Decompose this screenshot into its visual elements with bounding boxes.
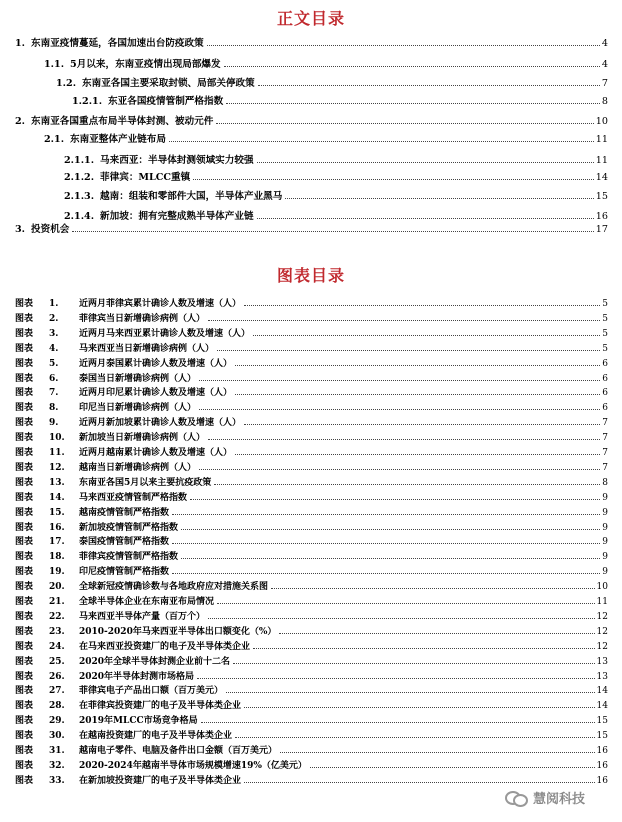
toc-title: 正文目录: [276, 9, 345, 28]
dot-leader: [217, 602, 595, 604]
figure-entry-prefix: 图表: [15, 641, 34, 652]
figure-entry[interactable]: [15, 359, 608, 370]
figure-entry-number: 25.: [49, 656, 65, 667]
figure-entry-text: 菲律宾当日新增确诊病例（人）: [79, 313, 206, 324]
toc-entry[interactable]: [15, 224, 608, 236]
figure-entry-number: 22.: [49, 611, 65, 622]
figure-entry-text: 近两月印尼累计确诊人数及增速（人）: [79, 388, 233, 399]
figure-entry-page: 7: [602, 462, 608, 473]
figure-entry-text: 马来西亚半导体产量（百万个）: [79, 611, 206, 622]
figure-entry-page: 16: [596, 760, 608, 771]
toc-entry-number: 1.2.1.: [72, 96, 103, 107]
figure-entry[interactable]: [15, 582, 608, 593]
dot-leader: [208, 617, 595, 619]
dot-leader: [233, 662, 594, 664]
figure-entry-page: 7: [602, 418, 608, 429]
figure-entry-text: 东南亚各国5月以来主要抗疫政策: [79, 477, 212, 488]
figure-entry-number: 27.: [49, 686, 65, 697]
figure-entry-prefix: 图表: [15, 477, 34, 488]
toc-entry-page: 8: [601, 96, 608, 107]
figure-entry-number: 32.: [49, 760, 65, 771]
toc-entry-text: 东南亚整体产业链布局: [70, 134, 166, 145]
figure-entry-prefix: 图表: [15, 552, 34, 563]
toc-entry-text: 新加坡：拥有完整成熟半导体产业链: [100, 211, 254, 222]
figure-entry-number: 24.: [49, 641, 65, 652]
figure-entry-text: 菲律宾电子产品出口额（百万美元）: [79, 686, 224, 697]
figure-entry-text: 近两月越南累计确诊人数及增速（人）: [79, 448, 233, 458]
figure-entry-prefix: 图表: [15, 328, 34, 339]
figure-entry-page: 16: [596, 775, 608, 786]
toc-entry[interactable]: [56, 78, 608, 90]
figure-entry-number: 12.: [49, 462, 65, 473]
figure-entry-number: 6.: [49, 373, 59, 384]
dot-leader: [271, 587, 595, 589]
dot-leader: [201, 721, 595, 723]
figure-entry-text: 全球新冠疫情确诊数与各地政府应对措施关系图: [79, 582, 269, 593]
figure-entry-number: 2.: [49, 313, 59, 324]
figure-entry-number: 13.: [49, 477, 65, 488]
toc-entry[interactable]: [64, 211, 608, 223]
figure-entry-text: 越南电子零件、电脑及备件出口金额（百万美元）: [79, 746, 278, 756]
figure-entry-number: 33.: [49, 775, 65, 786]
figure-entry-number: 7.: [49, 388, 59, 399]
figure-entry-number: 28.: [49, 701, 65, 712]
figure-entry-prefix: 图表: [15, 448, 34, 458]
figure-entry-prefix: 图表: [15, 343, 34, 354]
dot-leader: [224, 65, 600, 67]
figure-entry-text: 2020年全球半导体封测企业前十二名: [79, 656, 231, 667]
dot-leader: [258, 84, 600, 86]
figure-entry-prefix: 图表: [15, 537, 34, 548]
toc-entry-number: 2.1.3.: [64, 191, 95, 202]
figure-entry[interactable]: [15, 388, 608, 399]
figure-entry-number: 14.: [49, 492, 65, 503]
figures-title: 图表目录: [276, 266, 345, 285]
figure-entry-page: 5: [602, 313, 608, 324]
figure-entry-number: 16.: [49, 522, 65, 533]
figure-entry-page: 13: [596, 671, 608, 682]
figure-entry-prefix: 图表: [15, 731, 34, 742]
toc-entry-text: 5月以来，东南亚疫情出现局部爆发: [70, 59, 221, 70]
wechat-icon: [505, 789, 527, 805]
toc-entry[interactable]: [15, 116, 608, 128]
dot-leader: [199, 379, 600, 381]
figure-entry-prefix: 图表: [15, 418, 34, 429]
figure-entry-page: 5: [602, 343, 608, 354]
figure-entry-number: 1.: [49, 299, 59, 309]
figure-entry-text: 印尼当日新增确诊病例（人）: [79, 403, 197, 414]
figure-entry-prefix: 图表: [15, 507, 34, 518]
figure-entry-number: 30.: [49, 731, 65, 742]
figure-entry-text: 印尼疫情管制严格指数: [79, 567, 170, 578]
figure-entry-number: 11.: [49, 448, 65, 458]
dot-leader: [208, 319, 600, 321]
toc-entry[interactable]: [15, 38, 608, 50]
figure-entry[interactable]: [15, 537, 608, 548]
figure-entry[interactable]: [15, 493, 608, 504]
figure-entry-number: 10.: [49, 433, 65, 444]
figure-entry-prefix: 图表: [15, 656, 34, 667]
toc-entry-page: 4: [601, 59, 608, 70]
figure-entry-text: 在马来西亚投资建厂的电子及半导体类企业: [79, 641, 251, 652]
dot-leader: [244, 304, 600, 306]
figure-entry-page: 14: [596, 686, 608, 697]
figure-entry-text: 2020年半导体封测市场格局: [79, 671, 195, 682]
figure-entry-text: 近两月新加坡累计确诊人数及增速（人）: [79, 418, 242, 429]
figure-entry[interactable]: [15, 478, 608, 489]
dot-leader: [235, 736, 595, 738]
figure-entry[interactable]: [15, 567, 608, 578]
toc-entry-number: 2.1.1.: [64, 155, 95, 166]
toc-entry-page: 17: [595, 224, 608, 235]
figure-entry-number: 17.: [49, 537, 65, 548]
toc-entry[interactable]: [64, 172, 608, 184]
toc-entry[interactable]: [64, 191, 608, 203]
figure-entry-text: 泰国当日新增确诊病例（人）: [79, 373, 197, 384]
dot-leader: [193, 178, 594, 180]
dot-leader: [280, 751, 595, 753]
figure-entry-text: 近两月泰国累计确诊人数及增速（人）: [79, 358, 233, 369]
toc-entry[interactable]: [64, 155, 608, 167]
toc-entry-page: 7: [601, 78, 608, 89]
dot-leader: [244, 706, 595, 708]
figure-entry-prefix: 图表: [15, 671, 34, 682]
figure-entry-page: 9: [602, 537, 608, 548]
figure-entry[interactable]: [15, 746, 608, 757]
figure-entry-prefix: 图表: [15, 388, 34, 399]
figure-entry-number: 19.: [49, 567, 65, 578]
figure-entry-page: 9: [602, 552, 608, 563]
figure-entry-page: 9: [602, 492, 608, 503]
figure-entry-number: 3.: [49, 328, 59, 339]
figure-entry-prefix: 图表: [15, 492, 34, 503]
watermark-text: 慧阅科技: [533, 791, 586, 807]
figure-entry-prefix: 图表: [15, 299, 34, 309]
figure-entry[interactable]: [15, 463, 608, 474]
figure-entry[interactable]: [15, 642, 608, 653]
dot-leader: [172, 542, 600, 544]
dot-leader: [310, 766, 595, 768]
figure-entry-prefix: 图表: [15, 582, 34, 593]
dot-leader: [181, 557, 600, 559]
dot-leader: [208, 438, 600, 440]
figure-entry-prefix: 图表: [15, 567, 34, 578]
figure-entry-text: 越南疫情管制严格指数: [79, 507, 170, 518]
figure-entry-prefix: 图表: [15, 433, 34, 444]
figure-entry-prefix: 图表: [15, 611, 34, 622]
figure-entry-prefix: 图表: [15, 373, 34, 384]
figure-entry-prefix: 图表: [15, 746, 34, 756]
figure-entry-number: 20.: [49, 582, 65, 593]
toc-entry-number: 3.: [15, 224, 26, 235]
dot-leader: [253, 334, 600, 336]
figure-entry-page: 15: [596, 731, 608, 742]
dot-leader: [72, 230, 593, 232]
figure-entry-page: 8: [602, 477, 608, 488]
figure-entry[interactable]: [15, 672, 608, 683]
toc-entry-page: 11: [595, 134, 608, 145]
figure-entry-page: 9: [602, 507, 608, 518]
figure-entry-prefix: 图表: [15, 760, 34, 771]
figure-entry-text: 马来西亚疫情管制严格指数: [79, 492, 188, 503]
figure-entry[interactable]: [15, 344, 608, 355]
dot-leader: [199, 468, 600, 470]
dot-leader: [285, 197, 593, 199]
toc-entry-page: 15: [595, 191, 608, 202]
figure-entry-number: 26.: [49, 671, 65, 682]
dot-leader: [253, 647, 595, 649]
figure-entry[interactable]: [15, 552, 608, 563]
dot-leader: [214, 483, 600, 485]
figure-entry-prefix: 图表: [15, 775, 34, 786]
dot-leader: [207, 44, 600, 46]
figure-entry-page: 6: [602, 403, 608, 414]
toc-entry[interactable]: [72, 96, 608, 108]
figure-entry-prefix: 图表: [15, 462, 34, 473]
figure-entry[interactable]: [15, 403, 608, 414]
figure-entry-page: 6: [602, 373, 608, 384]
figure-entry-number: 31.: [49, 746, 65, 756]
toc-entry-page: 10: [595, 116, 608, 127]
figure-entry-text: 新加坡当日新增确诊病例（人）: [79, 433, 206, 444]
figure-entry-prefix: 图表: [15, 716, 34, 727]
figure-entry[interactable]: [15, 508, 608, 519]
figure-entry-prefix: 图表: [15, 403, 34, 414]
dot-leader: [226, 691, 595, 693]
figure-entry-text: 新加坡疫情管制严格指数: [79, 522, 179, 533]
dot-leader: [244, 423, 600, 425]
figure-entry-number: 23.: [49, 626, 65, 637]
figure-entry-number: 9.: [49, 418, 59, 429]
toc-entry-number: 2.1.4.: [64, 211, 95, 222]
toc-entry-text: 菲律宾：MLCC重镇: [100, 172, 191, 183]
figure-entry[interactable]: [15, 299, 608, 310]
figure-entry-text: 在菲律宾投资建厂的电子及半导体类企业: [79, 701, 242, 712]
figure-entry-page: 13: [596, 656, 608, 667]
figure-entry-page: 12: [596, 611, 608, 622]
dot-leader: [226, 102, 600, 104]
toc-entry-text: 越南：组装和零部件大国，半导体产业黑马: [100, 191, 283, 202]
figure-entry[interactable]: [15, 627, 608, 638]
figure-entry-page: 9: [602, 522, 608, 533]
figure-entry[interactable]: [15, 731, 608, 742]
figure-entry-prefix: 图表: [15, 358, 34, 369]
figure-entry-page: 12: [596, 626, 608, 637]
figure-entry-page: 16: [596, 746, 608, 756]
dot-leader: [235, 364, 600, 366]
figure-entry-page: 14: [596, 701, 608, 712]
toc-entry[interactable]: [44, 59, 608, 71]
figure-entry-text: 2019年MLCC市场竞争格局: [79, 716, 198, 727]
figure-entry-text: 2020-2024年越南半导体市场规模增速19%（亿美元）: [79, 760, 307, 771]
figure-entry-text: 近两月马来西亚累计确诊人数及增速（人）: [79, 328, 251, 339]
toc-entry-text: 东南亚各国主要采取封锁、局部关停政策: [82, 78, 255, 89]
figure-entry[interactable]: [15, 686, 608, 697]
figure-entry-number: 5.: [49, 358, 59, 369]
figure-entry-number: 4.: [49, 343, 59, 354]
figure-entry[interactable]: [15, 374, 608, 385]
figure-entry[interactable]: [15, 433, 608, 444]
dot-leader: [257, 161, 594, 163]
figure-entry[interactable]: [15, 612, 608, 623]
toc-entry-number: 1.1.: [44, 59, 65, 70]
figure-entry-text: 马来西亚当日新增确诊病例（人）: [79, 343, 215, 354]
figure-entry[interactable]: [15, 523, 608, 534]
figure-entry-text: 在新加坡投资建厂的电子及半导体类企业: [79, 775, 242, 786]
dot-leader: [235, 453, 600, 455]
figure-entry-text: 近两月菲律宾累计确诊人数及增速（人）: [79, 299, 242, 309]
toc-entry-number: 1.2.: [56, 78, 77, 89]
toc-entry[interactable]: [44, 134, 608, 146]
toc-entry-text: 东南亚各国重点布局半导体封测、被动元件: [31, 116, 214, 127]
figure-entry-prefix: 图表: [15, 686, 34, 697]
dot-leader: [169, 140, 594, 142]
toc-entry-number: 1.: [15, 38, 26, 49]
figure-entry-page: 15: [596, 716, 608, 727]
toc-entry-page: 11: [595, 155, 608, 166]
toc-entry-text: 投资机会: [31, 224, 70, 235]
watermark: [505, 784, 615, 810]
figure-entry[interactable]: [15, 716, 608, 727]
dot-leader: [172, 572, 600, 574]
figure-entry-number: 18.: [49, 552, 65, 563]
figure-entry-text: 在越南投资建厂的电子及半导体类企业: [79, 731, 233, 742]
toc-entry-page: 14: [595, 172, 608, 183]
figure-entry-page: 11: [596, 597, 608, 607]
toc-entry-text: 东亚各国疫情管制严格指数: [108, 96, 224, 107]
figure-entry-number: 15.: [49, 507, 65, 518]
figure-entry[interactable]: [15, 701, 608, 712]
figure-entry-page: 7: [602, 448, 608, 458]
figure-entry[interactable]: [15, 657, 608, 668]
figure-entry[interactable]: [15, 448, 608, 459]
dot-leader: [199, 408, 600, 410]
figure-entry-page: 5: [602, 328, 608, 339]
figure-entry-prefix: 图表: [15, 701, 34, 712]
dot-leader: [181, 528, 600, 530]
toc-entry-number: 2.1.: [44, 134, 65, 145]
toc-entry-number: 2.: [15, 116, 26, 127]
figure-entry-page: 6: [602, 388, 608, 399]
toc-entry-page: 4: [601, 38, 608, 49]
toc-entry-text: 马来西亚：半导体封测领域实力较强: [100, 155, 254, 166]
figure-entry[interactable]: [15, 314, 608, 325]
figure-entry-page: 10: [596, 582, 608, 593]
dot-leader: [244, 781, 595, 783]
toc-entry-number: 2.1.2.: [64, 172, 95, 183]
dot-leader: [197, 677, 594, 679]
figure-entry-prefix: 图表: [15, 313, 34, 324]
figure-entry-number: 29.: [49, 716, 65, 727]
dot-leader: [216, 122, 593, 124]
toc-entry-page: 16: [595, 211, 608, 222]
figure-entry-page: 7: [602, 433, 608, 444]
figure-entry-text: 2010-2020年马来西亚半导体出口额变化（%）: [79, 626, 277, 637]
toc-entry-text: 东南亚疫情蔓延，各国加速出台防疫政策: [31, 38, 204, 49]
figure-entry[interactable]: [15, 418, 608, 429]
figure-entry-number: 21.: [49, 597, 65, 607]
dot-leader: [190, 498, 600, 500]
figure-entry-number: 8.: [49, 403, 59, 414]
figure-entry[interactable]: [15, 329, 608, 340]
figure-entry-page: 9: [602, 567, 608, 578]
dot-leader: [257, 217, 594, 219]
dot-leader: [235, 393, 600, 395]
figure-entry-text: 越南当日新增确诊病例（人）: [79, 462, 197, 473]
figure-entry-text: 全球半导体企业在东南亚布局情况: [79, 597, 215, 607]
figure-entry-prefix: 图表: [15, 522, 34, 533]
figure-entry[interactable]: [15, 761, 608, 772]
dot-leader: [279, 632, 594, 634]
figure-entry[interactable]: [15, 597, 608, 608]
figure-entry-text: 泰国疫情管制严格指数: [79, 537, 170, 548]
figure-entry-page: 12: [596, 641, 608, 652]
figure-entry-page: 5: [602, 299, 608, 309]
figure-entry-prefix: 图表: [15, 597, 34, 607]
figure-entry-prefix: 图表: [15, 626, 34, 637]
dot-leader: [172, 513, 600, 515]
dot-leader: [217, 349, 600, 351]
figure-entry-text: 菲律宾疫情管制严格指数: [79, 552, 179, 563]
figure-entry-page: 6: [602, 358, 608, 369]
